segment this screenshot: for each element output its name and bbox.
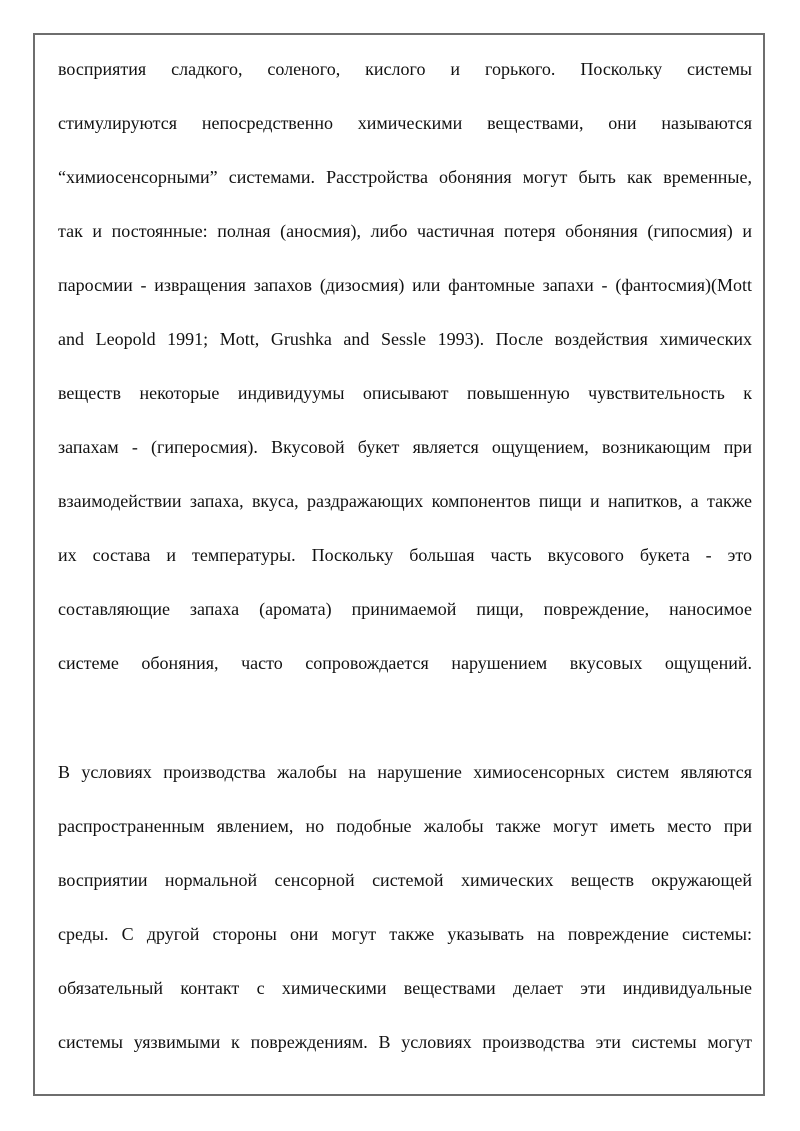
- text-line: стимулируются непосредственно химическими веществами, они называются: [58, 113, 752, 133]
- text-line: веществ некоторые индивидуумы описывают повышенную чувствительность к: [58, 383, 752, 403]
- text-line: “химиосенсорными” системами. Расстройства обоняния могут быть как временные,: [58, 167, 752, 187]
- text-line: обязательный контакт с химическими веществами делает эти индивидуальные: [58, 978, 752, 998]
- text-line: В условиях производства жалобы на нарушение химиосенсорных систем являются: [58, 762, 752, 782]
- text-line: запахам - (гиперосмия). Вкусовой букет является ощущением, возникающим при: [58, 437, 752, 457]
- text-line: паросмии - извращения запахов (дизосмия) или фантомные запахи - (фантосмия)(Mott: [58, 275, 752, 295]
- text-line: системе обоняния, часто сопровождается нарушением вкусовых ощущений.: [58, 653, 752, 673]
- text-line: их состава и температуры. Поскольку большая часть вкусового букета - это: [58, 545, 752, 565]
- text-line: распространенным явлением, но подобные жалобы также могут иметь место при: [58, 816, 752, 836]
- text-line: составляющие запаха (аромата) принимаемой пищи, повреждение, наносимое: [58, 599, 752, 619]
- text-line: восприятии нормальной сенсорной системой химических веществ окружающей: [58, 870, 752, 890]
- text-line: восприятия сладкого, соленого, кислого и горького. Поскольку системы: [58, 59, 752, 79]
- text-line: среды. С другой стороны они могут также указывать на повреждение системы:: [58, 924, 752, 944]
- text-line: системы уязвимыми к повреждениям. В условиях производства эти системы могут: [58, 1032, 752, 1052]
- text-line: and Leopold 1991; Mott, Grushka and Sessle 1993). После воздействия химических: [58, 329, 752, 349]
- text-line: так и постоянные: полная (аносмия), либо частичная потеря обоняния (гипосмия) и: [58, 221, 752, 241]
- text-line: взаимодействии запаха, вкуса, раздражающих компонентов пищи и напитков, а также: [58, 491, 752, 511]
